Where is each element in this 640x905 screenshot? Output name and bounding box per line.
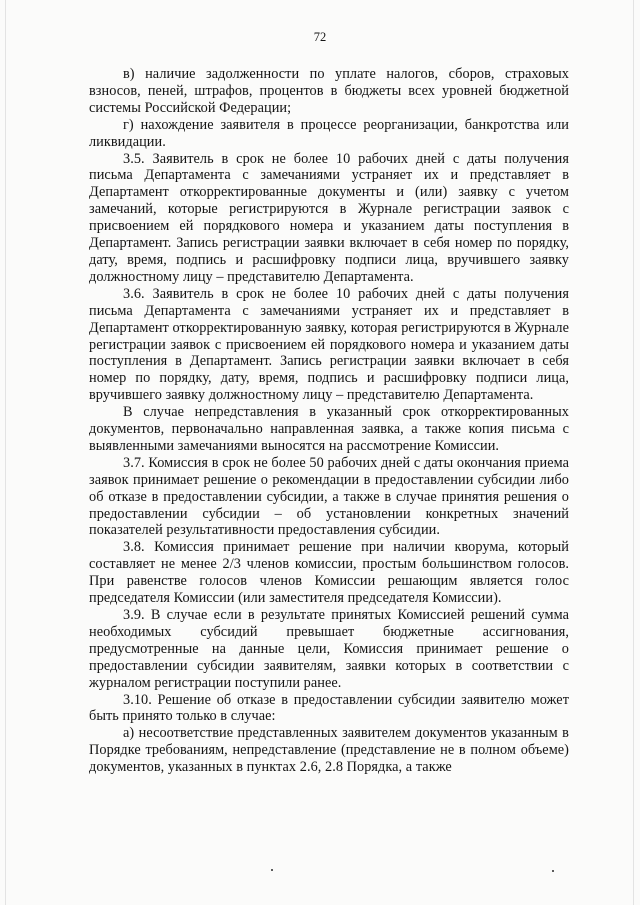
scan-edge-left <box>5 0 6 905</box>
paragraph-3-10: 3.10. Решение об отказе в предоставлении субсидии заявителю может быть принято только в случае: <box>89 691 569 725</box>
page-number: 72 <box>313 30 327 44</box>
paragraph-3-5: 3.5. Заявитель в срок не более 10 рабочих дней с даты получения письма Департамента с замечаниями устраняет их и представляет в Департамент откорректированные документы и (или) заявку с учетом замечаний, которые регистрируются в Журнале регистрации заявок с присвоением ей порядкового номера и указанием даты поступления в Департамент. Запись регистрации заявки включает в себя номер по порядку, дату, время, подпись и расшифровку подписи лица, вручившего заявку должностному лицу – представителю Департамента. <box>89 150 569 285</box>
paragraph-clause-a: а) несоответствие представленных заявителем документов указанным в Порядке требованиям, непредставление (представление не в полном объеме) документов, указанных в пунктах 2.6, 2.8 Порядка, а также <box>89 725 569 776</box>
document-body <box>89 66 569 776</box>
scan-edge-right <box>633 0 634 905</box>
paragraph-3-8: 3.8. Комиссия принимает решение при наличии кворума, который составляет не менее 2/3 членов комиссии, простым большинством голосов. При равенстве голосов членов Комиссии решающим является голос председателя Комиссии (или заместителя председателя Комиссии). <box>89 539 569 607</box>
paragraph-non-submission: В случае непредставления в указанный срок откорректированных документов, первоначально направленная заявка, а также копия письма с выявленными замечаниями выносятся на рассмотрение Комиссии. <box>89 404 569 454</box>
paragraph-3-7: 3.7. Комиссия в срок не более 50 рабочих дней с даты окончания приема заявок принимает решение о рекомендации в предоставлении субсидии либо об отказе в предоставлении субсидии, а также в случае принятия решения о предоставлении субсидии – об установлении конкретных значений показателей результативности предоставления субсидии. <box>89 454 569 539</box>
paragraph-clause-v: в) наличие задолженности по уплате налогов, сборов, страховых взносов, пеней, штрафов, процентов в бюджеты всех уровней бюджетной системы Российской Федерации; <box>89 66 569 116</box>
paragraph-3-6: 3.6. Заявитель в срок не более 10 рабочих дней с даты получения письма Департамента с замечаниями устраняет их и представляет в Департамент откорректированную заявку, которая регистрируются в Журнале регистрации заявок с присвоением ей порядкового номера и указанием даты поступления в Департамент. Запись регистрации заявки включает в себя номер по порядку, дату, время, подпись и расшифровку подписи лица, вручившего заявку должностному лицу – представителю Департамента. <box>89 285 569 404</box>
scan-speck <box>552 870 554 872</box>
paragraph-3-9: 3.9. В случае если в результате принятых Комиссией решений сумма необходимых субсидий превышает бюджетные ассигнования, предусмотренные на данные цели, Комиссия принимает решение о предоставлении субсидии заявителям, заявки которых в соответствии с журналом регистрации поступили ранее. <box>89 607 569 691</box>
paragraph-clause-g: г) нахождение заявителя в процессе реорганизации, банкротства или ликвидации. <box>89 116 569 150</box>
scan-speck <box>271 869 273 871</box>
